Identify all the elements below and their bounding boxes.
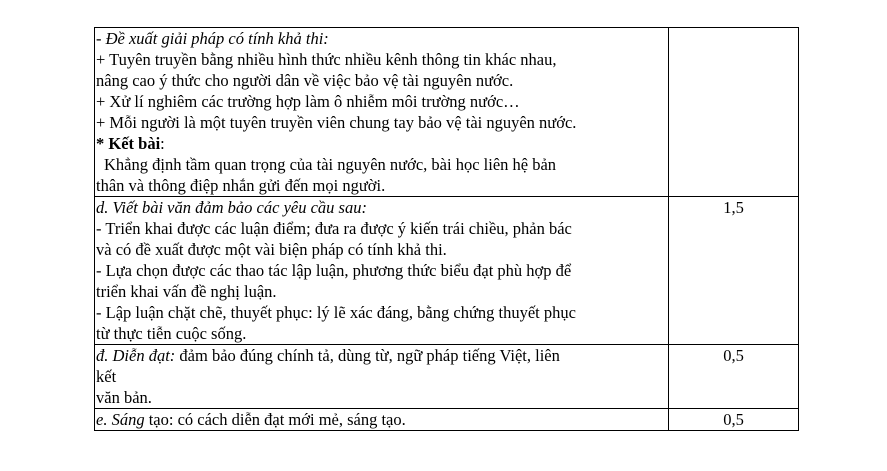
text-line: nâng cao ý thức cho người dân về việc bảo vệ tài nguyên nước. [96, 71, 514, 90]
italic-heading: - Đề xuất giải pháp có tính khả thi: [96, 29, 329, 48]
text-line [96, 28, 668, 49]
italic-heading: d. Viết bài văn đảm bảo các yêu cầu sau: [96, 198, 367, 217]
text-line: + Mỗi người là một tuyên truyền viên chung tay bảo vệ tài nguyên nước. [96, 113, 577, 132]
line-text: tạo: có cách diễn đạt mới mẻ, sáng tạo. [144, 410, 406, 429]
text-line: triển khai vấn đề nghị luận. [96, 282, 277, 301]
bold-heading: * Kết bài [96, 134, 161, 153]
italic-heading: đ. Diễn đạt: [96, 346, 176, 365]
criteria-cell [95, 197, 669, 345]
score-cell: 0,5 [669, 409, 799, 431]
table-row [95, 197, 799, 345]
line-text: : [160, 134, 165, 153]
text-line: Khẳng định tầm quan trọng của tài nguyên nước, bài học liên hệ bản [104, 155, 557, 174]
text-line: - Lựa chọn được các thao tác lập luận, phương thức biểu đạt phù hợp để [96, 261, 572, 280]
italic-heading: e. Sáng [96, 410, 145, 429]
criteria-cell [95, 409, 669, 431]
text-line [96, 197, 668, 218]
line-text: đảm bảo đúng chính tả, dùng từ, ngữ pháp tiếng Việt, liên [175, 346, 560, 365]
text-line [96, 345, 668, 366]
text-line: - Lập luận chặt chẽ, thuyết phục: lý lẽ xác đáng, bằng chứng thuyết phục [96, 303, 576, 322]
text-line: và có đề xuất được một vài biện pháp có tính khả thi. [96, 240, 447, 259]
score-cell: 1,5 [669, 197, 799, 345]
text-line: văn bản. [96, 388, 152, 407]
text-line [96, 409, 668, 430]
criteria-cell [95, 28, 669, 197]
text-line: - Triển khai được các luận điểm; đưa ra được ý kiến trái chiều, phản bác [96, 219, 572, 238]
text-line: + Xử lí nghiêm các trường hợp làm ô nhiễm môi trường nước… [96, 92, 520, 111]
text-line [96, 133, 668, 154]
table-row [95, 409, 799, 431]
criteria-cell [95, 345, 669, 409]
text-line: kết [96, 367, 117, 386]
table-row [95, 28, 799, 197]
scoring-table [94, 27, 799, 431]
text-line: từ thực tiễn cuộc sống. [96, 324, 247, 343]
text-line: + Tuyên truyền bằng nhiều hình thức nhiều kênh thông tin khác nhau, [96, 50, 557, 69]
text-line: thân và thông điệp nhắn gửi đến mọi người. [96, 176, 386, 195]
score-cell [669, 28, 799, 197]
table-row [95, 345, 799, 409]
score-cell: 0,5 [669, 345, 799, 409]
